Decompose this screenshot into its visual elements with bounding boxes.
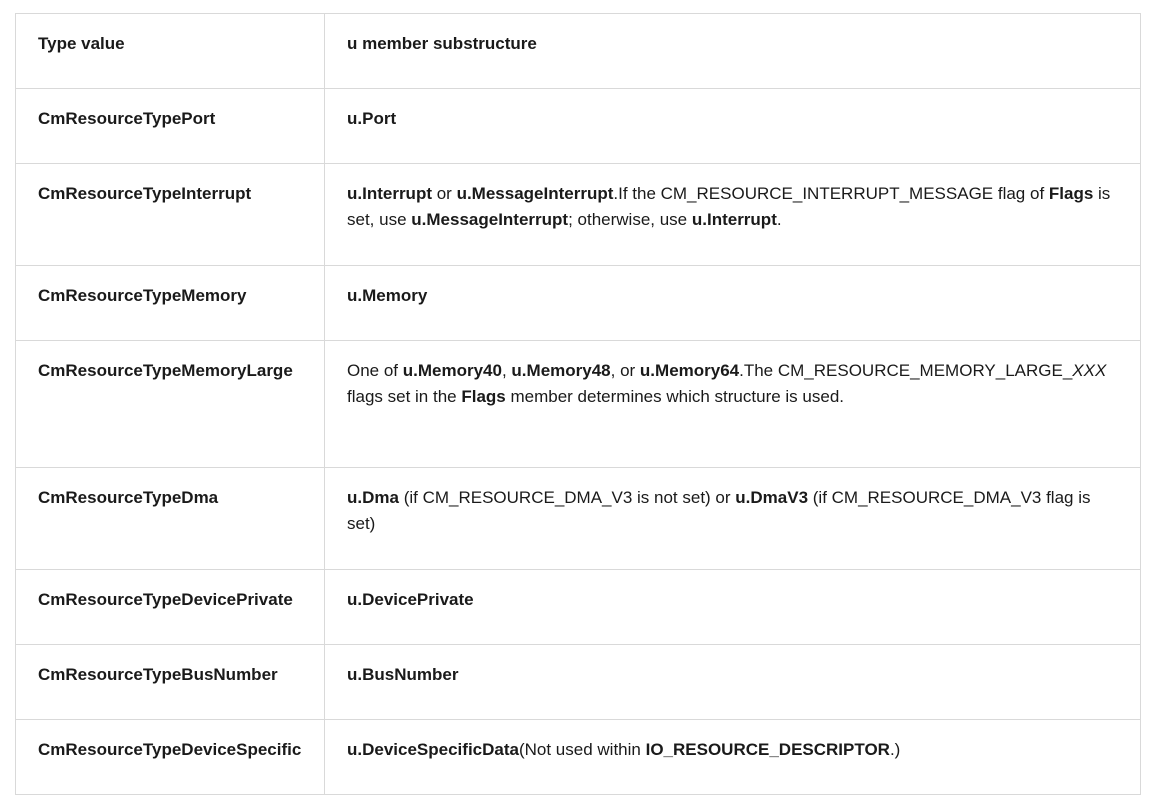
table-row [16, 164, 1141, 266]
description-text: .) [889, 740, 901, 759]
substructure-cell [325, 645, 1141, 720]
resource-type-table [15, 13, 1141, 795]
description-text: ; otherwise, use [568, 209, 692, 229]
table-row [16, 645, 1141, 720]
description-text: is set, use [347, 184, 1111, 229]
member-name: u.Memory40 [402, 361, 502, 380]
substructure-cell [325, 570, 1141, 645]
description-text: , [501, 361, 512, 380]
member-name: u.Interrupt [691, 209, 777, 229]
substructure-cell [325, 468, 1141, 570]
table-row [16, 89, 1141, 164]
member-name: u.MessageInterrupt [411, 209, 569, 229]
member-name: Flags [461, 386, 506, 406]
table-header-row [16, 14, 1141, 89]
type-value-cell: CmResourceTypeBusNumber [16, 645, 325, 720]
type-value-cell: CmResourceTypeDma [16, 468, 325, 570]
member-name: u.BusNumber [347, 665, 459, 684]
header-u-member-substructure [325, 14, 1141, 89]
substructure-cell [325, 164, 1141, 266]
table-row [16, 341, 1141, 468]
member-name: u.DevicePrivate [347, 590, 474, 609]
member-name: u.Port [347, 109, 397, 128]
substructure-cell [325, 720, 1141, 795]
member-name: u.DeviceSpecificData [347, 740, 519, 759]
member-name: u.MessageInterrupt [456, 184, 614, 203]
table-body [16, 14, 1141, 795]
header-type-value: Type value [16, 14, 325, 89]
description-text: (Not used within [518, 740, 646, 759]
type-value-cell: CmResourceTypePort [16, 89, 325, 164]
table-row [16, 720, 1141, 795]
description-text: .The CM_RESOURCE_MEMORY_LARGE_ [739, 361, 1073, 380]
substructure-cell [325, 341, 1141, 468]
type-value-cell: CmResourceTypeInterrupt [16, 164, 325, 266]
description-text: member determines which structure is used. [505, 386, 844, 406]
description-text: flags set in the [347, 386, 462, 406]
member-name: IO_RESOURCE_DESCRIPTOR [645, 740, 890, 759]
substructure-cell [325, 266, 1141, 341]
substructure-cell [325, 89, 1141, 164]
member-name: u.DmaV3 [735, 488, 809, 507]
description-text: (if CM_RESOURCE_DMA_V3 flag is set) [347, 488, 1091, 533]
description-text: or [432, 184, 457, 203]
type-value-cell: CmResourceTypeDeviceSpecific [16, 720, 325, 795]
table-row [16, 266, 1141, 341]
description-text: . [776, 209, 782, 229]
header-substructure-label: u member substructure [347, 34, 537, 53]
description-text: .If the CM_RESOURCE_INTERRUPT_MESSAGE flag of [613, 184, 1049, 203]
table-row [16, 468, 1141, 570]
type-value-cell: CmResourceTypeMemoryLarge [16, 341, 325, 468]
placeholder-text: XXX [1072, 361, 1107, 380]
type-value-cell: CmResourceTypeDevicePrivate [16, 570, 325, 645]
member-name: u.Memory [347, 286, 428, 305]
description-text: One of [347, 361, 403, 380]
member-name: u.Memory48 [511, 361, 611, 380]
member-name: u.Memory64 [639, 361, 740, 380]
type-value-cell: CmResourceTypeMemory [16, 266, 325, 341]
description-text: , or [610, 361, 640, 380]
member-name: u.Dma [347, 488, 399, 507]
member-name: u.Interrupt [347, 184, 432, 203]
table-row [16, 570, 1141, 645]
member-name: Flags [1048, 184, 1094, 203]
description-text: (if CM_RESOURCE_DMA_V3 is not set) or [398, 488, 736, 507]
